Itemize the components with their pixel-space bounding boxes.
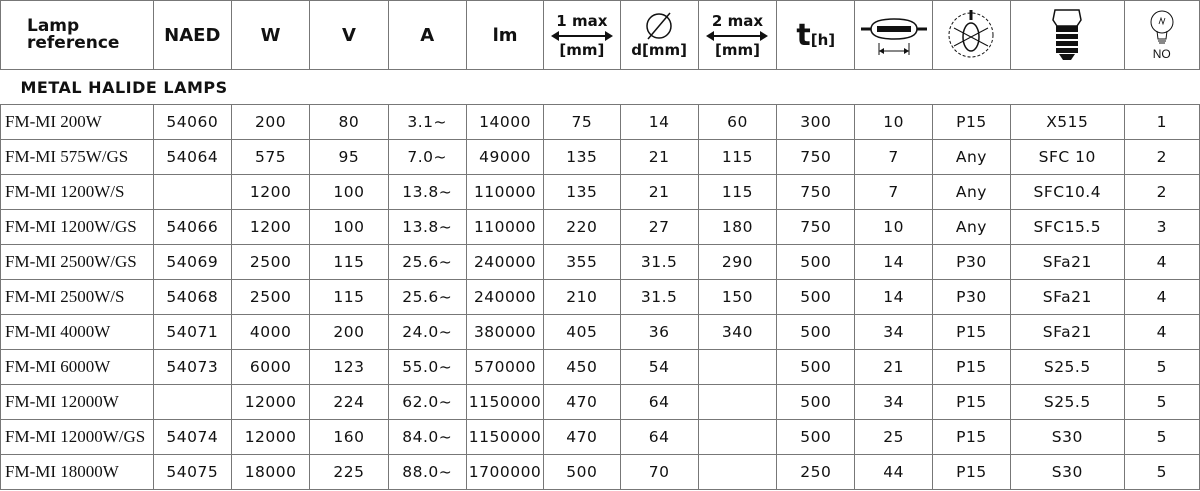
- cell-length-2: 115: [698, 140, 776, 175]
- cell-lamp-dimension: 10: [855, 105, 932, 140]
- cell-lumens: 570000: [466, 350, 543, 385]
- cell-volts: 115: [310, 245, 388, 280]
- cell-life-hours: 300: [777, 105, 855, 140]
- cell-volts: 200: [310, 315, 388, 350]
- cell-watts: 575: [231, 140, 309, 175]
- cell-lamp-name: FM-MI 2500W/GS: [1, 245, 154, 280]
- cell-diameter: 64: [620, 385, 698, 420]
- cell-naed: 54069: [153, 245, 231, 280]
- cell-base-type: SFC10.4: [1011, 175, 1124, 210]
- cell-lamp-dimension: 44: [855, 455, 932, 490]
- header-volts: V: [310, 1, 388, 70]
- cell-amps: 88.0~: [388, 455, 466, 490]
- cell-lamp-name: FM-MI 12000W/GS: [1, 420, 154, 455]
- cell-lamp-name: FM-MI 200W: [1, 105, 154, 140]
- cell-naed: [153, 385, 231, 420]
- cell-diameter: 70: [620, 455, 698, 490]
- cell-lamp-dimension: 25: [855, 420, 932, 455]
- cell-lamp-name: FM-MI 4000W: [1, 315, 154, 350]
- cell-volts: 115: [310, 280, 388, 315]
- cell-number: 5: [1124, 420, 1199, 455]
- header-life-hours: [777, 1, 855, 70]
- cell-lamp-name: FM-MI 12000W: [1, 385, 154, 420]
- cell-watts: 2500: [231, 245, 309, 280]
- cell-lamp-name: FM-MI 1200W/GS: [1, 210, 154, 245]
- diameter-unit: d[mm]: [631, 41, 688, 59]
- base-thread-icon: [1047, 8, 1087, 62]
- cell-length-1: 355: [544, 245, 620, 280]
- cell-lamp-name: FM-MI 6000W: [1, 350, 154, 385]
- cell-diameter: 21: [620, 140, 698, 175]
- table-row: [1, 140, 1200, 175]
- cell-amps: 13.8~: [388, 210, 466, 245]
- cell-lumens: 240000: [466, 280, 543, 315]
- bulb-icon: [1148, 9, 1176, 47]
- life-unit: [h]: [810, 30, 836, 49]
- cell-diameter: 64: [620, 420, 698, 455]
- cell-lumens: 380000: [466, 315, 543, 350]
- cell-watts: 1200: [231, 210, 309, 245]
- header-length-2-max: [698, 1, 776, 70]
- cell-number: 5: [1124, 385, 1199, 420]
- cell-watts: 18000: [231, 455, 309, 490]
- cell-number: 5: [1124, 455, 1199, 490]
- cell-lamp-dimension: 34: [855, 315, 932, 350]
- cell-volts: 100: [310, 175, 388, 210]
- cell-lamp-name: FM-MI 18000W: [1, 455, 154, 490]
- cell-burning-position: P15: [932, 455, 1010, 490]
- cell-base-type: SFC 10: [1011, 140, 1124, 175]
- cell-diameter: 36: [620, 315, 698, 350]
- cell-length-1: 450: [544, 350, 620, 385]
- cell-amps: 25.6~: [388, 280, 466, 315]
- cell-base-type: SFC15.5: [1011, 210, 1124, 245]
- cell-lamp-name: FM-MI 1200W/S: [1, 175, 154, 210]
- table-row: [1, 385, 1200, 420]
- cell-burning-position: Any: [932, 210, 1010, 245]
- cell-diameter: 21: [620, 175, 698, 210]
- cell-naed: 54075: [153, 455, 231, 490]
- cell-length-1: 405: [544, 315, 620, 350]
- cell-amps: 62.0~: [388, 385, 466, 420]
- cell-amps: 55.0~: [388, 350, 466, 385]
- cell-lumens: 110000: [466, 210, 543, 245]
- cell-base-type: SFa21: [1011, 280, 1124, 315]
- table-row: [1, 455, 1200, 490]
- cell-burning-position: P15: [932, 420, 1010, 455]
- cell-diameter: 31.5: [620, 280, 698, 315]
- header-burning-position: [932, 1, 1010, 70]
- cell-naed: 54071: [153, 315, 231, 350]
- cell-length-1: 135: [544, 175, 620, 210]
- header-amps: A: [388, 1, 466, 70]
- cell-base-type: X515: [1011, 105, 1124, 140]
- cell-burning-position: Any: [932, 175, 1010, 210]
- header-base-type: [1011, 1, 1124, 70]
- cell-lumens: 1700000: [466, 455, 543, 490]
- cell-burning-position: P30: [932, 245, 1010, 280]
- cell-amps: 25.6~: [388, 245, 466, 280]
- cell-length-2: 290: [698, 245, 776, 280]
- cell-number: 2: [1124, 140, 1199, 175]
- cell-volts: 80: [310, 105, 388, 140]
- cell-length-2: 150: [698, 280, 776, 315]
- cell-amps: 84.0~: [388, 420, 466, 455]
- cell-lumens: 1150000: [466, 385, 543, 420]
- cell-life-hours: 500: [777, 315, 855, 350]
- cell-volts: 100: [310, 210, 388, 245]
- cell-watts: 12000: [231, 420, 309, 455]
- cell-diameter: 14: [620, 105, 698, 140]
- cell-number: 4: [1124, 280, 1199, 315]
- cell-base-type: S30: [1011, 455, 1124, 490]
- diameter-icon: [642, 11, 676, 41]
- cell-length-2: [698, 385, 776, 420]
- cell-base-type: SFa21: [1011, 245, 1124, 280]
- cell-burning-position: P15: [932, 350, 1010, 385]
- table-row: [1, 245, 1200, 280]
- cell-lamp-dimension: 10: [855, 210, 932, 245]
- cell-volts: 225: [310, 455, 388, 490]
- header-lumens: lm: [466, 1, 543, 70]
- header-number: [1124, 1, 1199, 70]
- cell-length-1: 135: [544, 140, 620, 175]
- cell-amps: 24.0~: [388, 315, 466, 350]
- length-1-label: 1 max: [556, 12, 608, 30]
- cell-length-1: 470: [544, 385, 620, 420]
- header-watts: W: [231, 1, 309, 70]
- cell-lamp-dimension: 14: [855, 245, 932, 280]
- table-row: [1, 210, 1200, 245]
- cell-naed: 54060: [153, 105, 231, 140]
- cell-life-hours: 500: [777, 245, 855, 280]
- length-2-unit: [mm]: [714, 41, 760, 59]
- cell-number: 5: [1124, 350, 1199, 385]
- cell-naed: 54064: [153, 140, 231, 175]
- cell-life-hours: 750: [777, 210, 855, 245]
- cell-lumens: 1150000: [466, 420, 543, 455]
- cell-lumens: 110000: [466, 175, 543, 210]
- cell-burning-position: P30: [932, 280, 1010, 315]
- lamp-length-icon: [861, 11, 927, 59]
- table-row: [1, 420, 1200, 455]
- cell-lamp-dimension: 7: [855, 175, 932, 210]
- burning-position-icon: [946, 10, 996, 60]
- table-row: [1, 280, 1200, 315]
- cell-watts: 12000: [231, 385, 309, 420]
- double-arrow-icon: [706, 31, 768, 41]
- cell-diameter: 54: [620, 350, 698, 385]
- cell-lamp-dimension: 34: [855, 385, 932, 420]
- cell-length-2: [698, 350, 776, 385]
- cell-life-hours: 500: [777, 280, 855, 315]
- cell-volts: 95: [310, 140, 388, 175]
- cell-life-hours: 750: [777, 175, 855, 210]
- number-label: NO: [1152, 47, 1171, 61]
- cell-length-2: 180: [698, 210, 776, 245]
- cell-amps: 13.8~: [388, 175, 466, 210]
- cell-length-2: 115: [698, 175, 776, 210]
- cell-life-hours: 500: [777, 420, 855, 455]
- table-row: [1, 175, 1200, 210]
- section-row: [1, 70, 1200, 105]
- cell-watts: 4000: [231, 315, 309, 350]
- cell-length-1: 75: [544, 105, 620, 140]
- cell-lamp-dimension: 21: [855, 350, 932, 385]
- cell-watts: 1200: [231, 175, 309, 210]
- cell-life-hours: 500: [777, 350, 855, 385]
- cell-watts: 2500: [231, 280, 309, 315]
- cell-lamp-name: FM-MI 575W/GS: [1, 140, 154, 175]
- cell-base-type: S30: [1011, 420, 1124, 455]
- cell-volts: 224: [310, 385, 388, 420]
- cell-life-hours: 500: [777, 385, 855, 420]
- cell-volts: 123: [310, 350, 388, 385]
- cell-length-2: [698, 455, 776, 490]
- cell-diameter: 31.5: [620, 245, 698, 280]
- header-length-1-max: [544, 1, 620, 70]
- cell-length-2: 60: [698, 105, 776, 140]
- header-naed: NAED: [153, 1, 231, 70]
- cell-lamp-dimension: 7: [855, 140, 932, 175]
- header-lamp-reference: Lamp reference: [1, 1, 154, 70]
- cell-life-hours: 250: [777, 455, 855, 490]
- cell-life-hours: 750: [777, 140, 855, 175]
- cell-burning-position: P15: [932, 385, 1010, 420]
- cell-watts: 6000: [231, 350, 309, 385]
- table-row: [1, 105, 1200, 140]
- cell-amps: 3.1~: [388, 105, 466, 140]
- cell-length-2: 340: [698, 315, 776, 350]
- cell-number: 4: [1124, 245, 1199, 280]
- table-row: [1, 315, 1200, 350]
- cell-watts: 200: [231, 105, 309, 140]
- header-row: [1, 1, 1200, 70]
- life-t-symbol: t: [796, 17, 811, 53]
- double-arrow-icon: [551, 31, 613, 41]
- cell-lumens: 49000: [466, 140, 543, 175]
- cell-naed: 54074: [153, 420, 231, 455]
- cell-lamp-dimension: 14: [855, 280, 932, 315]
- header-diameter: [620, 1, 698, 70]
- cell-burning-position: P15: [932, 315, 1010, 350]
- cell-length-1: 470: [544, 420, 620, 455]
- cell-base-type: S25.5: [1011, 350, 1124, 385]
- cell-base-type: S25.5: [1011, 385, 1124, 420]
- cell-naed: 54068: [153, 280, 231, 315]
- section-title: METAL HALIDE LAMPS: [1, 70, 1200, 105]
- cell-lamp-name: FM-MI 2500W/S: [1, 280, 154, 315]
- cell-lumens: 240000: [466, 245, 543, 280]
- cell-naed: 54066: [153, 210, 231, 245]
- table-row: [1, 350, 1200, 385]
- cell-number: 2: [1124, 175, 1199, 210]
- cell-length-2: [698, 420, 776, 455]
- cell-volts: 160: [310, 420, 388, 455]
- cell-base-type: SFa21: [1011, 315, 1124, 350]
- cell-number: 1: [1124, 105, 1199, 140]
- cell-number: 4: [1124, 315, 1199, 350]
- cell-length-1: 210: [544, 280, 620, 315]
- length-1-unit: [mm]: [559, 41, 605, 59]
- header-lamp-dimension: [855, 1, 932, 70]
- cell-number: 3: [1124, 210, 1199, 245]
- cell-burning-position: P15: [932, 105, 1010, 140]
- cell-amps: 7.0~: [388, 140, 466, 175]
- cell-length-1: 220: [544, 210, 620, 245]
- cell-burning-position: Any: [932, 140, 1010, 175]
- cell-naed: 54073: [153, 350, 231, 385]
- cell-diameter: 27: [620, 210, 698, 245]
- cell-naed: [153, 175, 231, 210]
- length-2-label: 2 max: [711, 12, 764, 30]
- cell-lumens: 14000: [466, 105, 543, 140]
- cell-length-1: 500: [544, 455, 620, 490]
